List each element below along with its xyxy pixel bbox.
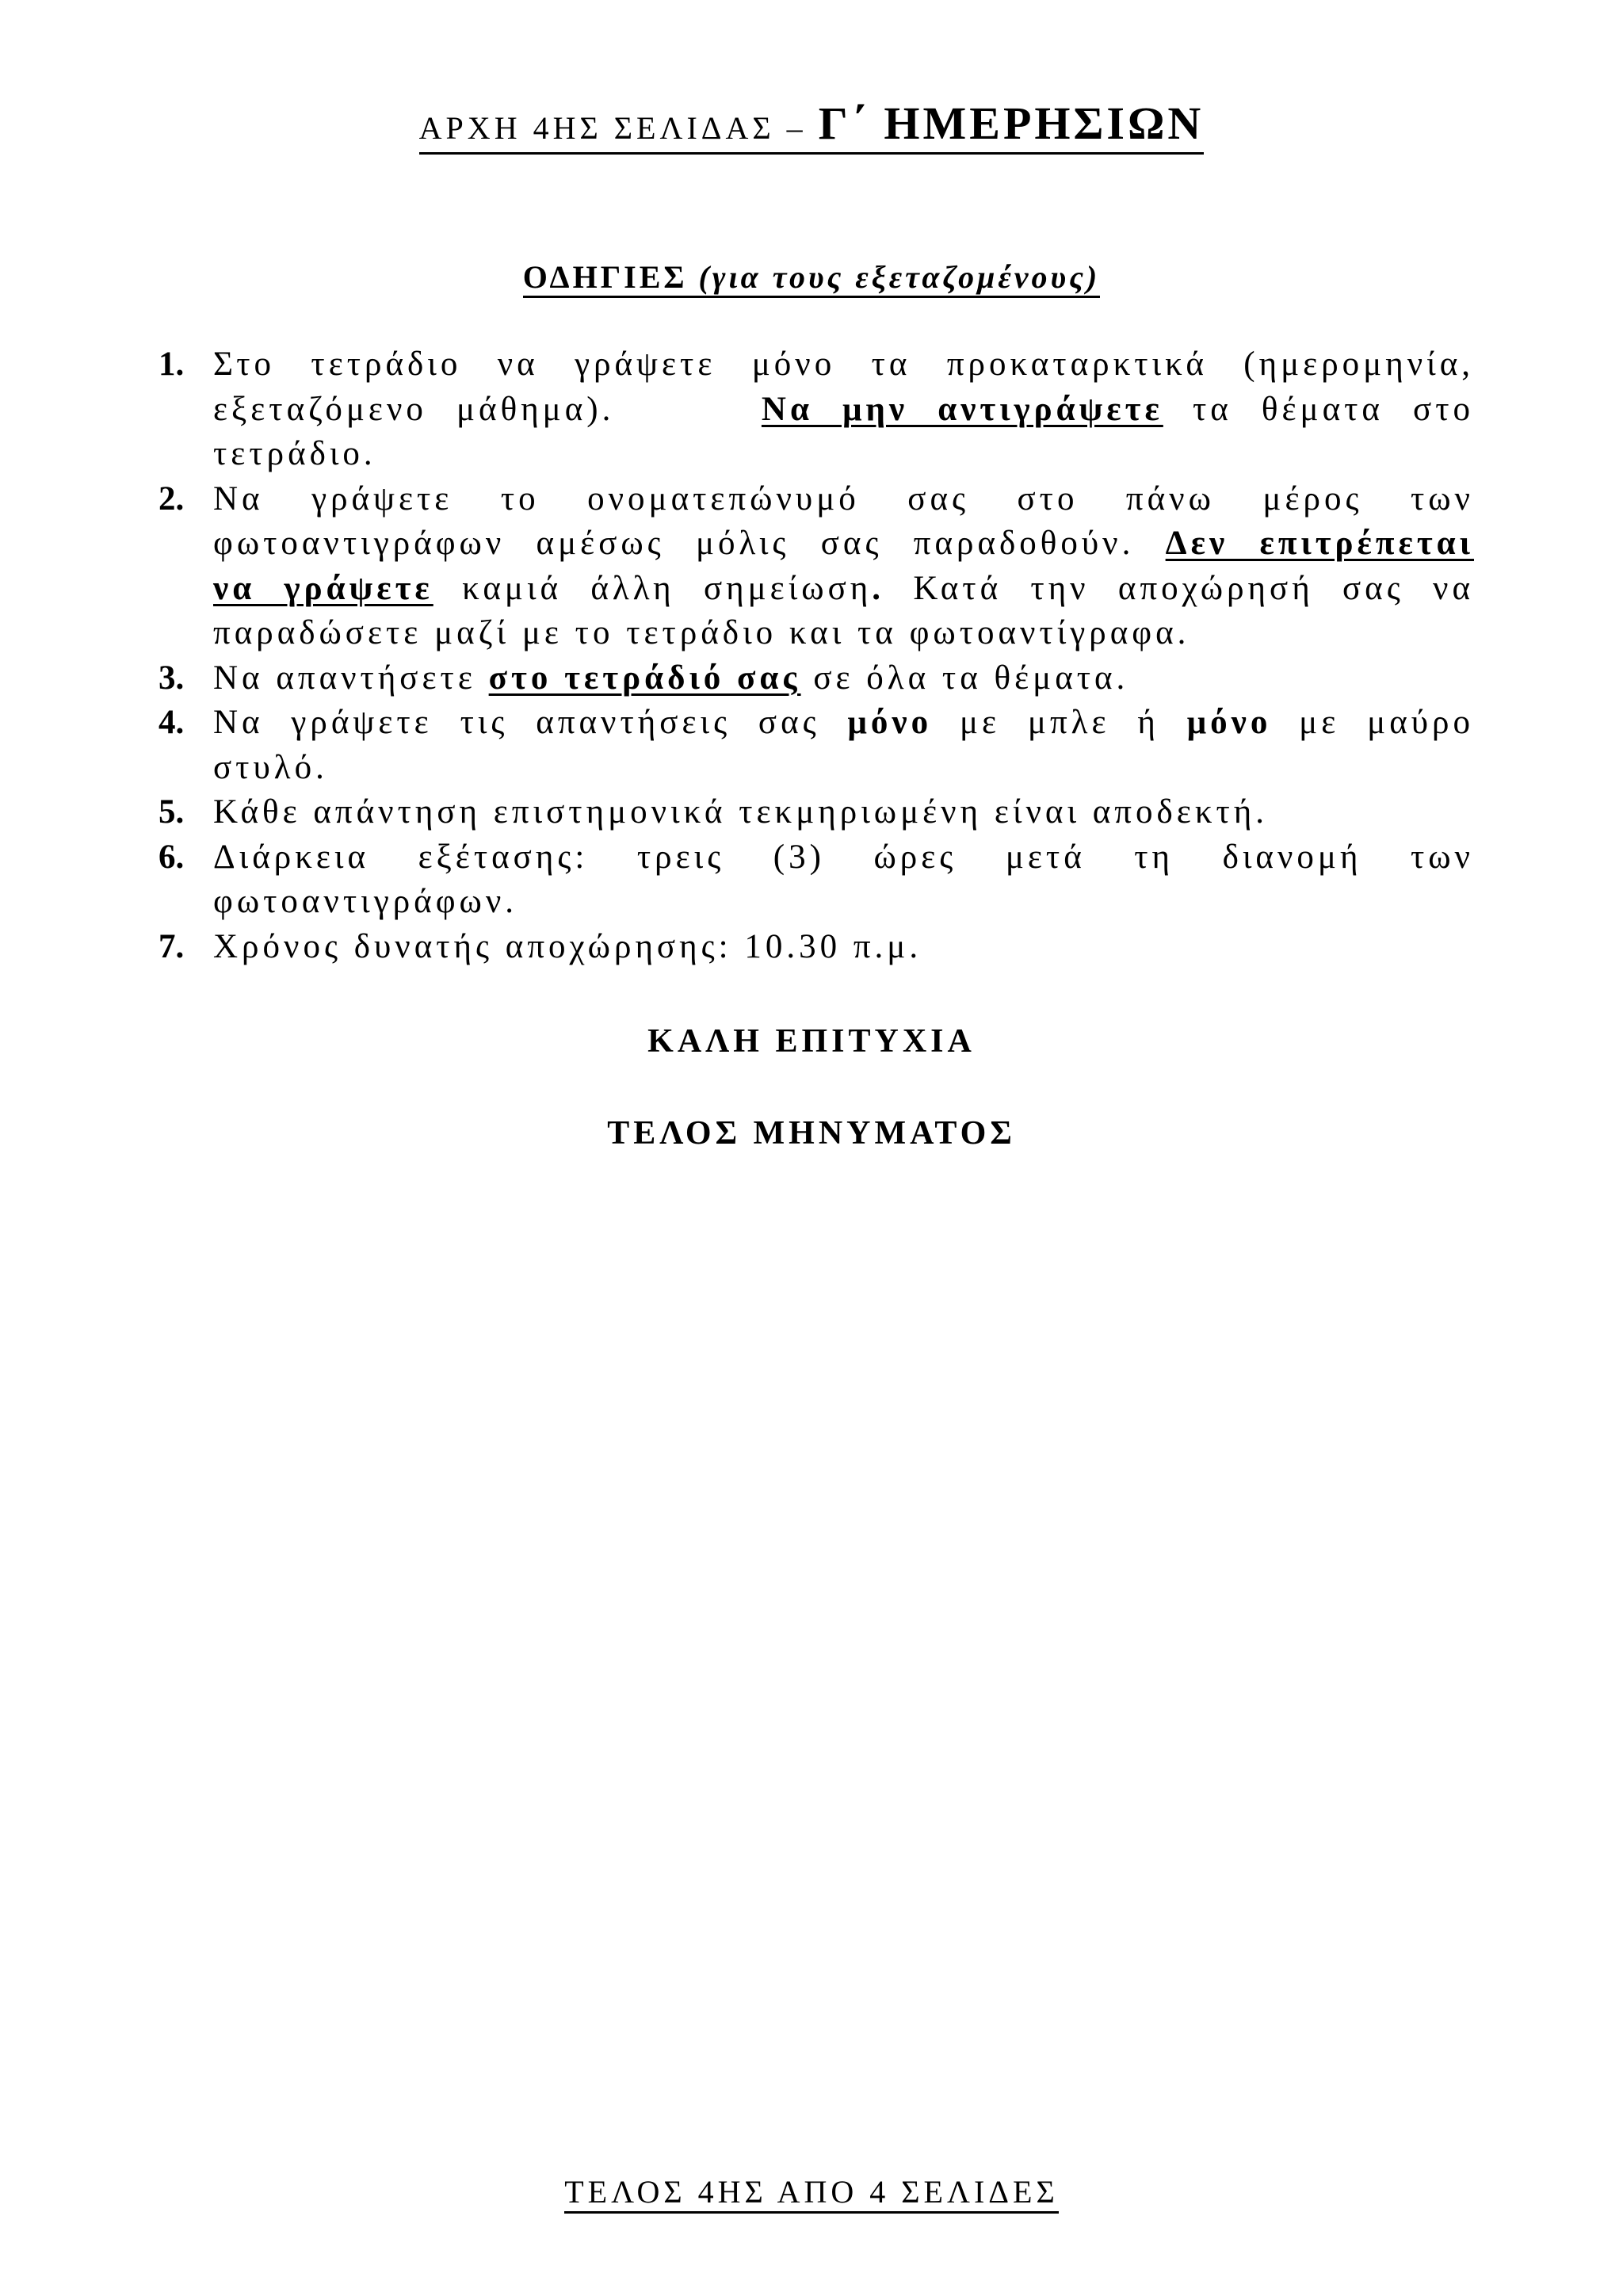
instruction-text: εξεταζόμενο μάθημα). <box>213 390 615 428</box>
instruction-text: σε όλα τα θέματα. <box>800 659 1129 697</box>
instruction-line <box>213 701 1474 746</box>
instruction-text: με μαύρο <box>1271 704 1474 741</box>
instruction-line: Κάθε απάντηση επιστημονικά τεκμηριωμένη είναι αποδεκτή. <box>213 793 1269 831</box>
instruction-number: 7. <box>158 927 185 965</box>
instruction-number: 2. <box>158 479 185 518</box>
instruction-text: Κατά την αποχώρησή σας να <box>884 569 1474 607</box>
instruction-emphasis: στο τετράδιό σας <box>488 659 801 697</box>
instruction-text: φωτοαντιγράφων αμέσως μόλις σας παραδοθούν. <box>213 525 1166 562</box>
instruction-item-4 <box>158 701 1474 790</box>
instruction-line <box>213 656 1474 701</box>
instruction-number: 5. <box>158 793 185 831</box>
instruction-emphasis: μόνο <box>847 704 933 741</box>
instruction-item-1 <box>158 342 1474 477</box>
instruction-line: Να γράψετε το ονοματεπώνυμό σας στο πάνω μέρος των <box>213 479 1474 518</box>
instruction-number: 1. <box>158 346 185 383</box>
page-footer-text: ΤΕΛΟΣ 4ΗΣ ΑΠΟ 4 ΣΕΛΙΔΕΣ <box>564 2174 1059 2214</box>
good-luck-text: ΚΑΛΗ ΕΠΙΤΥΧΙΑ <box>647 1023 976 1060</box>
instruction-number: 3. <box>158 659 185 697</box>
page-header <box>0 97 1623 155</box>
instruction-emphasis: μόνο <box>1186 704 1272 741</box>
instruction-line <box>213 567 1474 612</box>
instruction-text: τα θέματα στο <box>1163 390 1474 428</box>
instruction-emphasis: Να μην αντιγράψετε <box>761 390 1163 428</box>
instruction-item-2 <box>158 477 1474 656</box>
instructions-title-text <box>523 259 1101 298</box>
instruction-text: με μπλε ή <box>932 704 1187 741</box>
page-footer <box>0 2170 1623 2214</box>
instruction-item-6 <box>158 835 1474 925</box>
instruction-line: Στο τετράδιο να γράψετε μόνο τα προκαταρκτικά (ημερομηνία, <box>213 346 1474 383</box>
instruction-text: καμιά άλλη σημείωση <box>433 569 873 607</box>
end-of-message-text: ΤΕΛΟΣ ΜΗΝΥΜΑΤΟΣ <box>607 1115 1016 1152</box>
instructions-title-main: ΟΔΗΓΙΕΣ <box>522 259 688 295</box>
instruction-line: φωτοαντιγράφων. <box>213 883 518 920</box>
instruction-item-5 <box>158 790 1474 835</box>
instruction-line: Διάρκεια εξέτασης: τρεις (3) ώρες μετά τη διανομή των <box>213 838 1474 876</box>
page-header-title: Γ΄ ΗΜΕΡΗΣΙΩΝ <box>818 97 1205 149</box>
instruction-number: 6. <box>158 838 185 876</box>
instruction-text: . <box>872 569 885 607</box>
instruction-item-3 <box>158 656 1474 701</box>
instruction-line: Χρόνος δυνατής αποχώρησης: 10.30 π.μ. <box>213 927 922 965</box>
instruction-line: τετράδιο. <box>213 435 376 472</box>
instruction-line: παραδώσετε μαζί με το τετράδιο και τα φωτοαντίγραφα. <box>213 614 1190 651</box>
instruction-line: στυλό. <box>213 748 328 786</box>
instructions-title-sub: (για τους εξεταζομένους) <box>698 259 1101 295</box>
instructions-title <box>0 255 1623 300</box>
instruction-text: Να απαντήσετε <box>213 659 489 697</box>
instruction-emphasis: Δεν επιτρέπεται <box>1165 525 1474 562</box>
instruction-text: Να γράψετε τις απαντήσεις σας <box>213 704 848 741</box>
page-header-prefix: ΑΡΧΗ 4ΗΣ ΣΕΛΙΔΑΣ – <box>418 110 819 146</box>
instruction-line <box>213 388 1474 433</box>
instructions-list <box>158 342 1474 969</box>
page-header-text <box>418 97 1205 155</box>
instruction-line <box>213 521 1474 567</box>
instruction-number: 4. <box>158 704 185 741</box>
instruction-item-7 <box>158 925 1474 970</box>
instruction-emphasis: να γράψετε <box>213 569 433 607</box>
